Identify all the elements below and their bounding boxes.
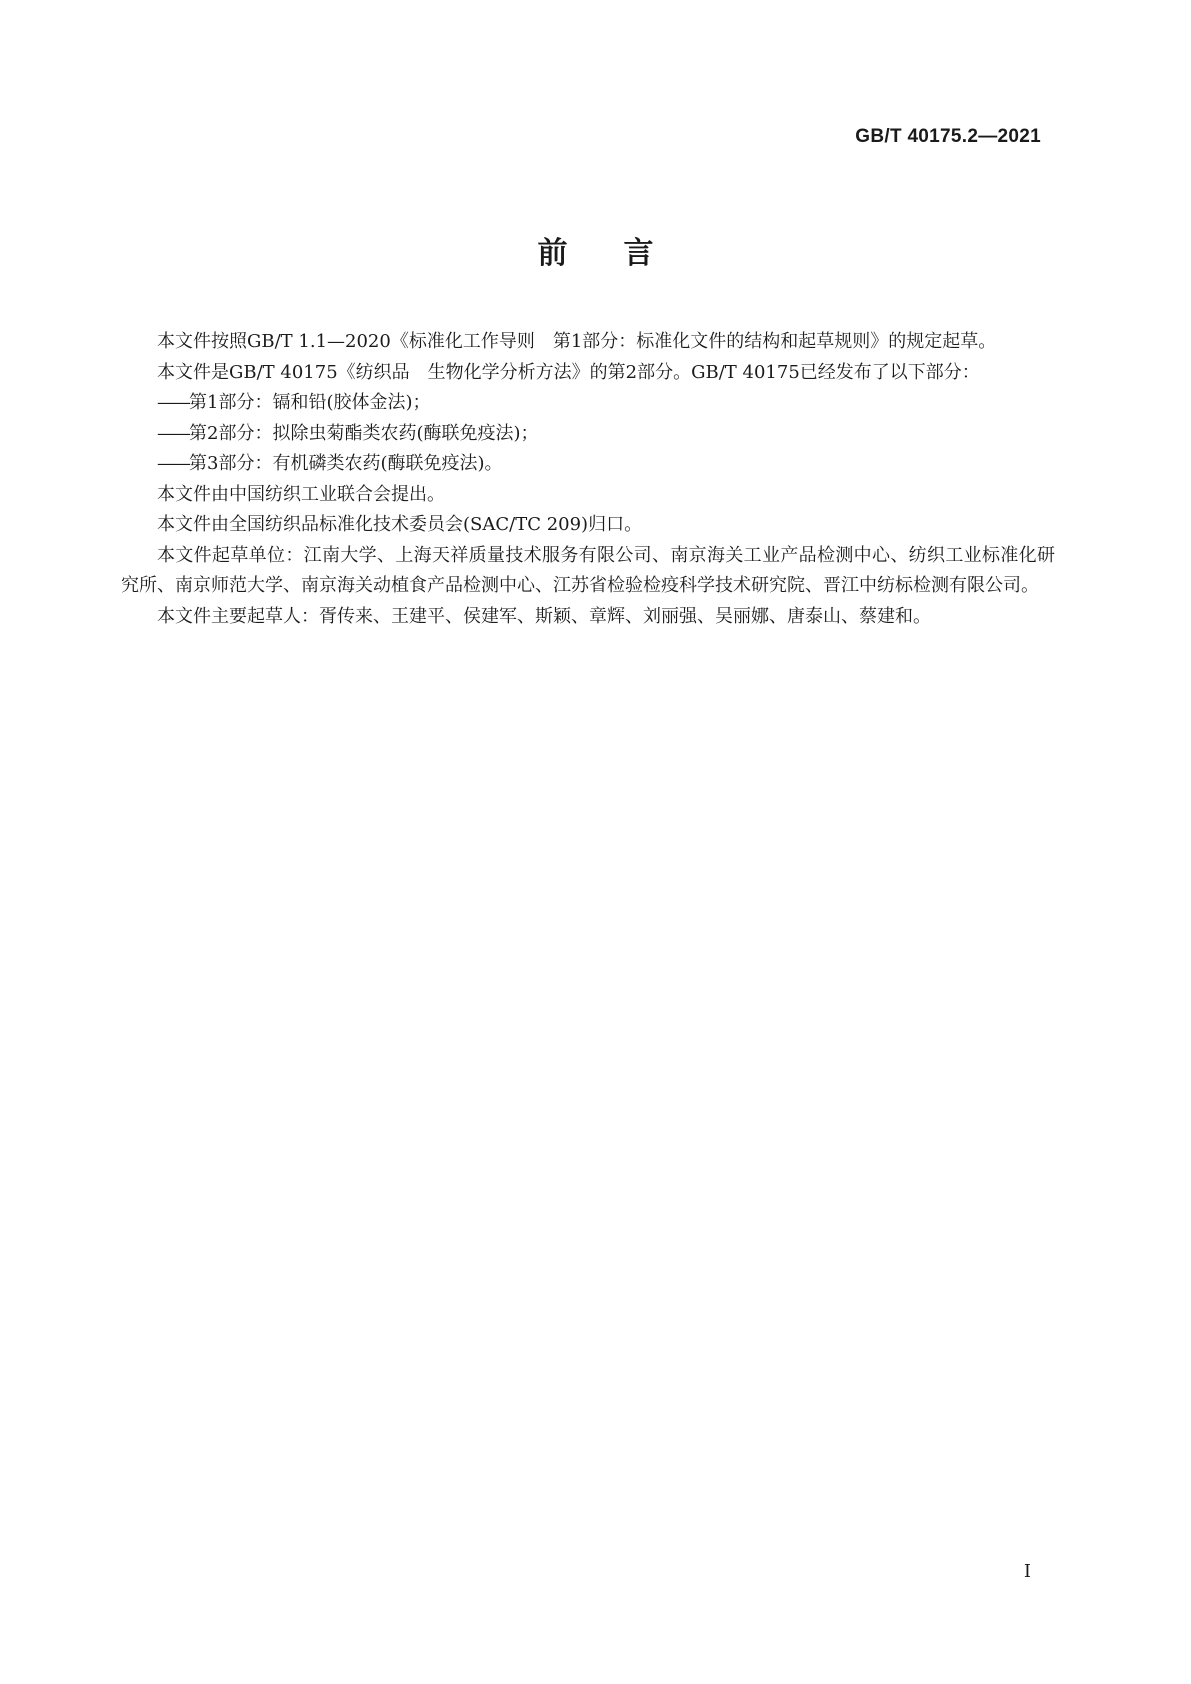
list-dash: —— <box>157 422 189 444</box>
foreword-body <box>121 327 1055 632</box>
paragraph-drafting-rules: 本文件按照GB/T 1.1—2020《标准化工作导则 第1部分：标准化文件的结构和起草规则》的规定起草。 <box>157 331 997 352</box>
list-item-part-1 <box>121 388 1055 419</box>
paragraph-main-drafters: 本文件主要起草人：胥传来、王建平、侯建军、斯颖、章辉、刘丽强、吴丽娜、唐泰山、蔡建和。 <box>157 605 931 627</box>
paragraph-drafting-organizations: 本文件起草单位：江南大学、上海天祥质量技术服务有限公司、南京海关工业产品检测中心、纺织工业标准化研究所、南京师范大学、南京海关动植食产品检测中心、江苏省检验检疫科学技术研究院、晋江中纺标检测有限公司。 <box>121 544 1055 596</box>
list-item-text: 第3部分：有机磷类农药(酶联免疫法)。 <box>189 453 503 474</box>
paragraph-part-overview: 本文件是GB/T 40175《纺织品 生物化学分析方法》的第2部分。GB/T 40175已经发布了以下部分： <box>157 361 980 383</box>
list-item-text: 第1部分：镉和铅(胶体金法)； <box>189 392 431 413</box>
page-title: 前言 <box>537 236 710 271</box>
paragraph-responsible-committee: 本文件由全国纺织品标准化技术委员会(SAC/TC 209)归口。 <box>157 514 643 535</box>
list-dash: —— <box>157 392 189 413</box>
standard-code: GB/T 40175.2—2021 <box>855 126 1041 147</box>
page-number: Ⅰ <box>1023 1561 1031 1582</box>
paragraph-proposer: 本文件由中国纺织工业联合会提出。 <box>157 483 445 505</box>
list-item-part-2 <box>121 419 1055 450</box>
list-item-part-3 <box>121 449 1055 480</box>
list-item-text: 第2部分：拟除虫菊酯类农药(酶联免疫法)； <box>189 422 539 444</box>
list-dash: —— <box>157 453 189 474</box>
